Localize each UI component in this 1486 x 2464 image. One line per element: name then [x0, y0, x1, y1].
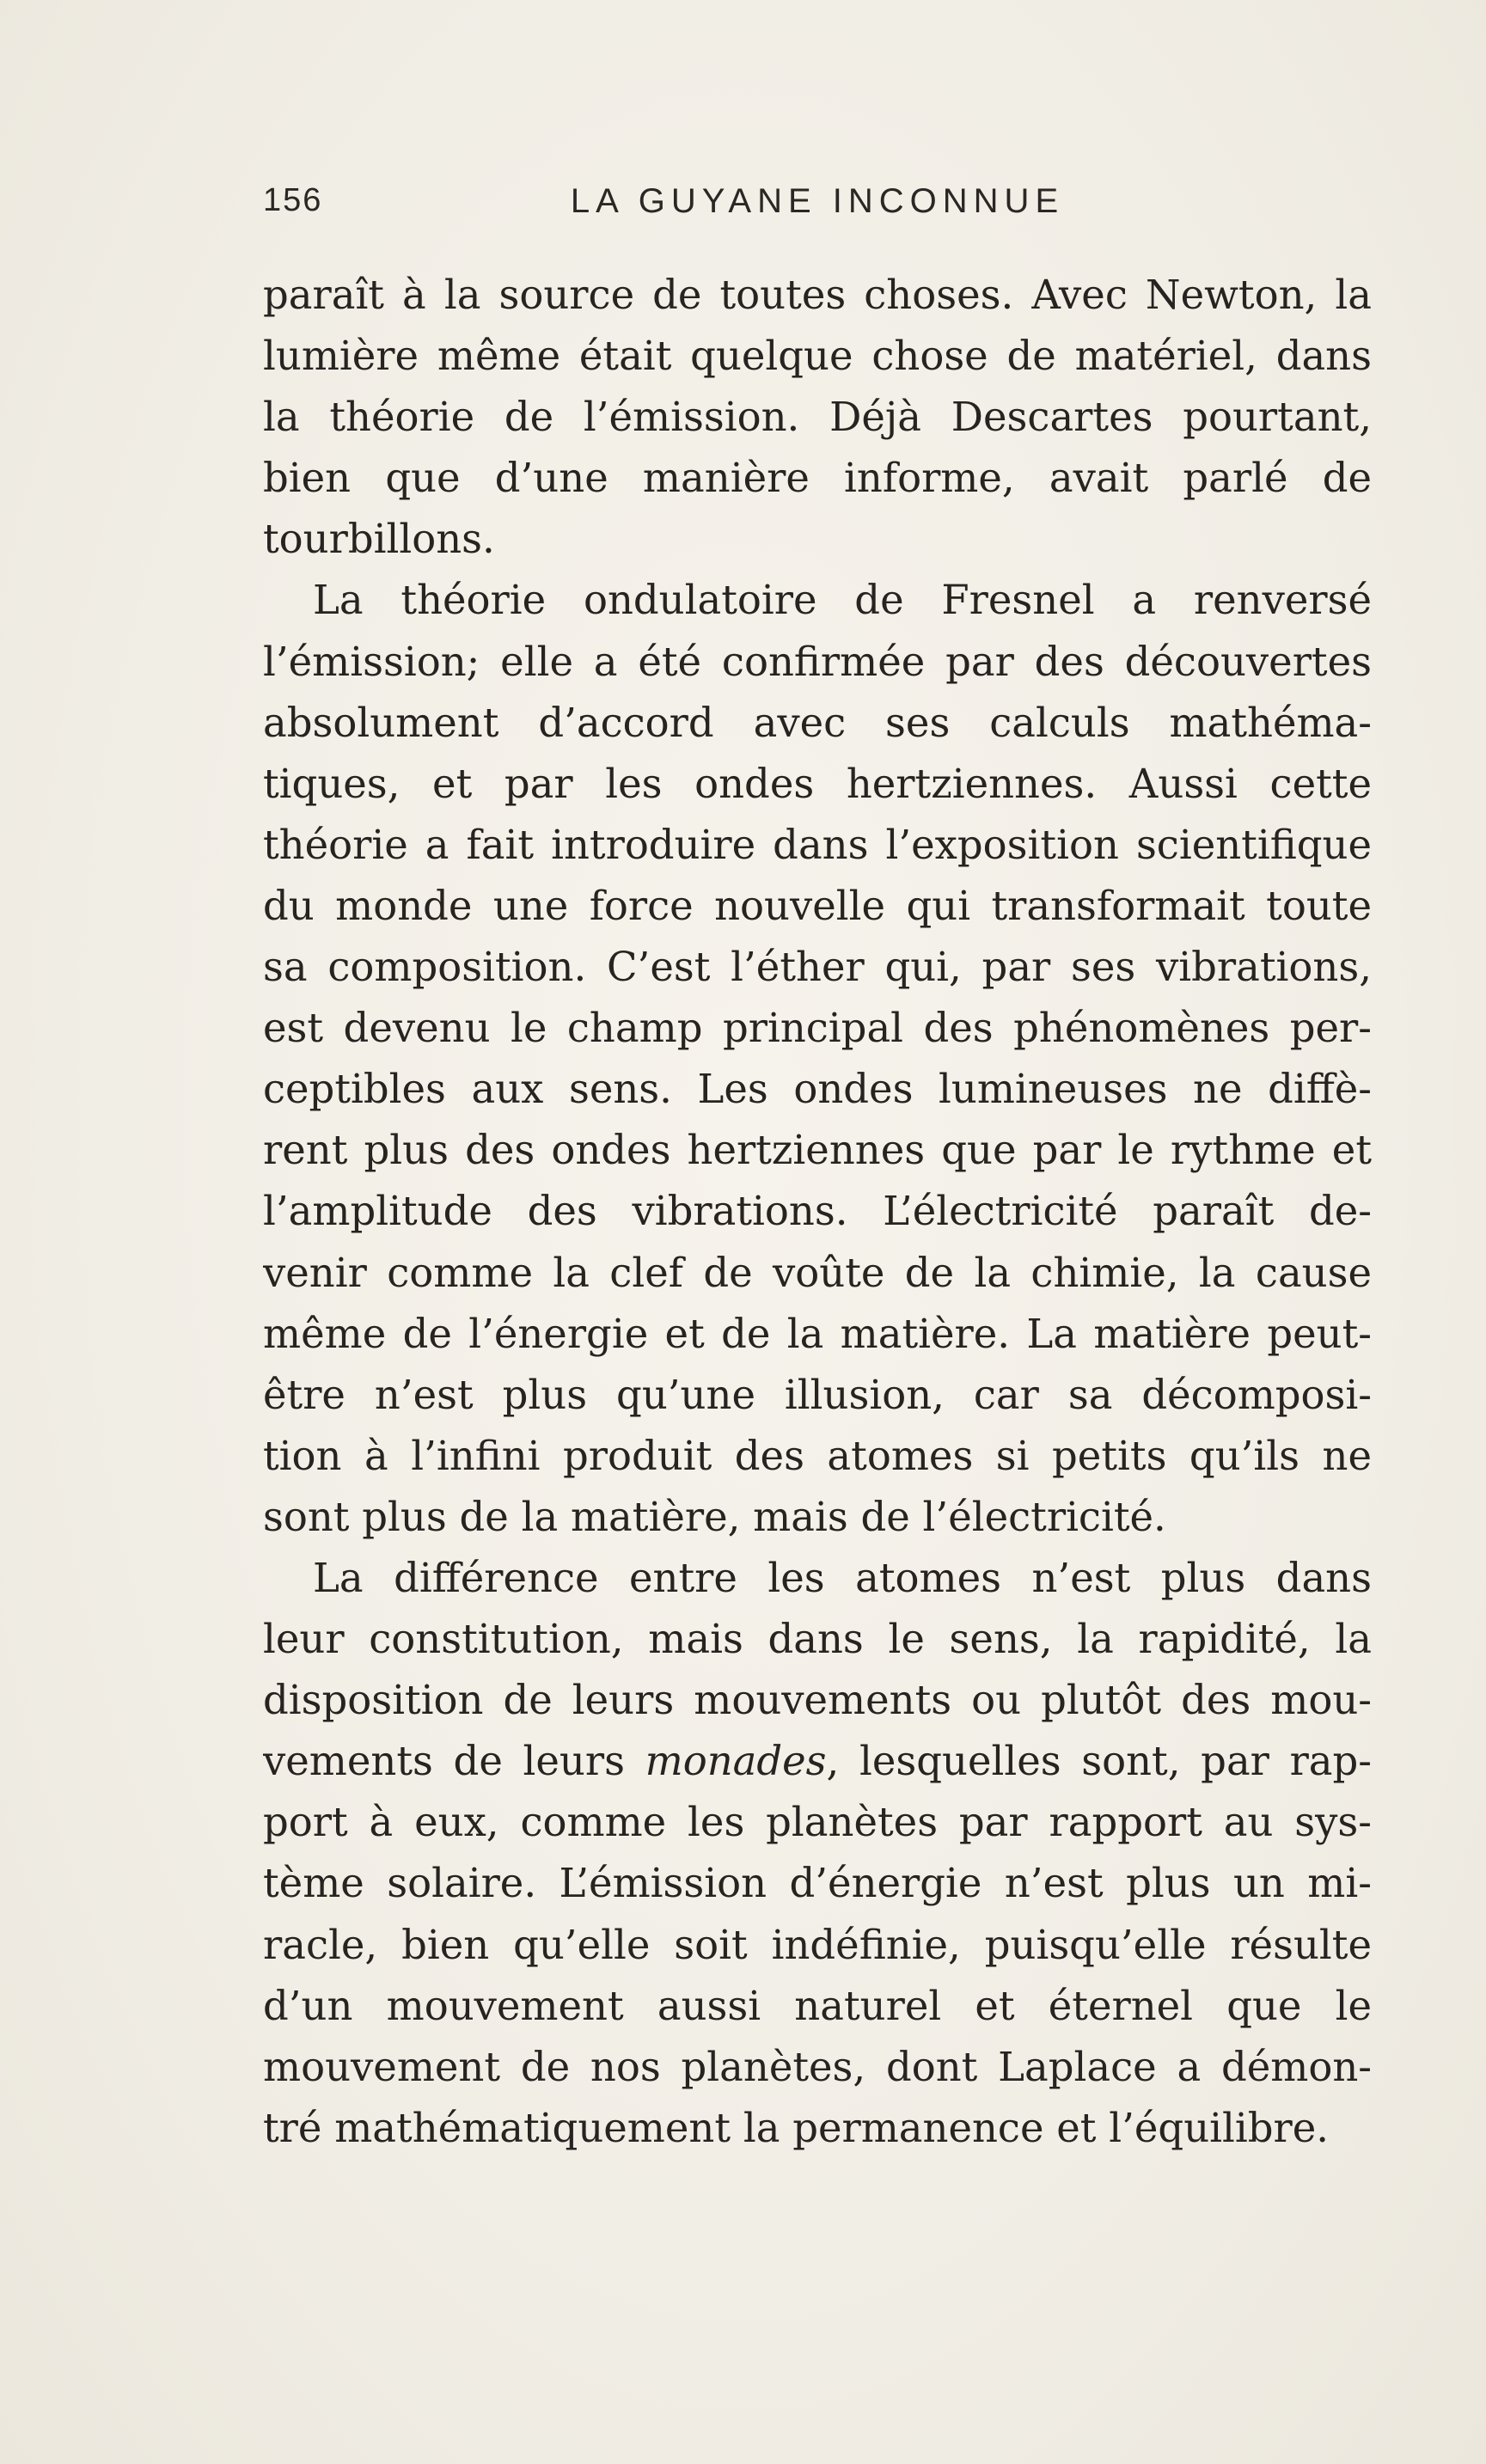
body-text [263, 265, 1372, 2159]
text-line: la théorie de l’émission. Déjà Descartes pourtant, [263, 394, 1372, 441]
text-line: lumière même était quelque chose de matériel, dans [263, 333, 1372, 380]
text-line: venir comme la clef de voûte de la chimie, la cause [263, 1249, 1372, 1296]
text-line: théorie a fait introduire dans l’exposition scientifique [263, 821, 1372, 868]
text-fragment: vements de leurs [263, 1738, 625, 1785]
text-line: tion à l’infini produit des atomes si petits qu’ils ne [263, 1432, 1372, 1479]
text-line: tré mathématiquement la permanence et l’équilibre. [263, 2104, 1330, 2151]
text-line: disposition de leurs mouvements ou plutôt des mou- [263, 1677, 1372, 1724]
text-line: tourbillons. [263, 516, 495, 563]
text-line: l’amplitude des vibrations. L’électricité paraît de- [263, 1188, 1372, 1235]
text-line: est devenu le champ principal des phénomènes per- [263, 1005, 1372, 1052]
text-line: sont plus de la matière, mais de l’électricité. [263, 1493, 1166, 1540]
text-line: d’un mouvement aussi naturel et éternel que le [263, 1982, 1372, 2029]
paragraph-start-line: La théorie ondulatoire de Fresnel a renversé [313, 577, 1372, 624]
text-line: l’émission; elle a été confirmée par des découvertes [263, 638, 1372, 685]
text-line: rent plus des ondes hertziennes que par le rythme et [263, 1127, 1372, 1174]
text-line: ceptibles aux sens. Les ondes lumineuses ne diffè- [263, 1066, 1372, 1113]
text-line: bien que d’une manière informe, avait parlé de [263, 455, 1372, 502]
text-line: leur constitution, mais dans le sens, la rapidité, la [263, 1616, 1372, 1663]
text-line: absolument d’accord avec ses calculs mathéma- [263, 699, 1372, 746]
text-line: du monde une force nouvelle qui transformait toute [263, 882, 1372, 929]
paragraph-start-line: La différence entre les atomes n’est plus dans [313, 1554, 1372, 1601]
page-header [263, 182, 1372, 234]
text-line: même de l’énergie et de la matière. La matière peut- [263, 1310, 1372, 1357]
text-line: paraît à la source de toutes choses. Avec Newton, la [263, 272, 1372, 318]
italic-word-monades: monades [645, 1738, 827, 1785]
text-line-with-italic [263, 1731, 1372, 1792]
text-line: sa composition. C’est l’éther qui, par ses vibrations, [263, 944, 1372, 991]
text-line: racle, bien qu’elle soit indéfinie, puisqu’elle résulte [263, 1921, 1372, 1968]
page-number: 156 [263, 182, 323, 218]
text-line: être n’est plus qu’une illusion, car sa décomposi- [263, 1371, 1372, 1418]
text-line: mouvement de nos planètes, dont Laplace a démon- [263, 2043, 1372, 2090]
text-fragment: , lesquelles sont, par rap- [826, 1738, 1372, 1785]
text-line: tème solaire. L’émission d’énergie n’est plus un mi- [263, 1860, 1372, 1907]
text-line: port à eux, comme les planètes par rapport au sys- [263, 1799, 1372, 1846]
text-line: tiques, et par les ondes hertziennes. Aussi cette [263, 760, 1372, 807]
running-title: LA GUYANE INCONNUE [570, 182, 1065, 220]
